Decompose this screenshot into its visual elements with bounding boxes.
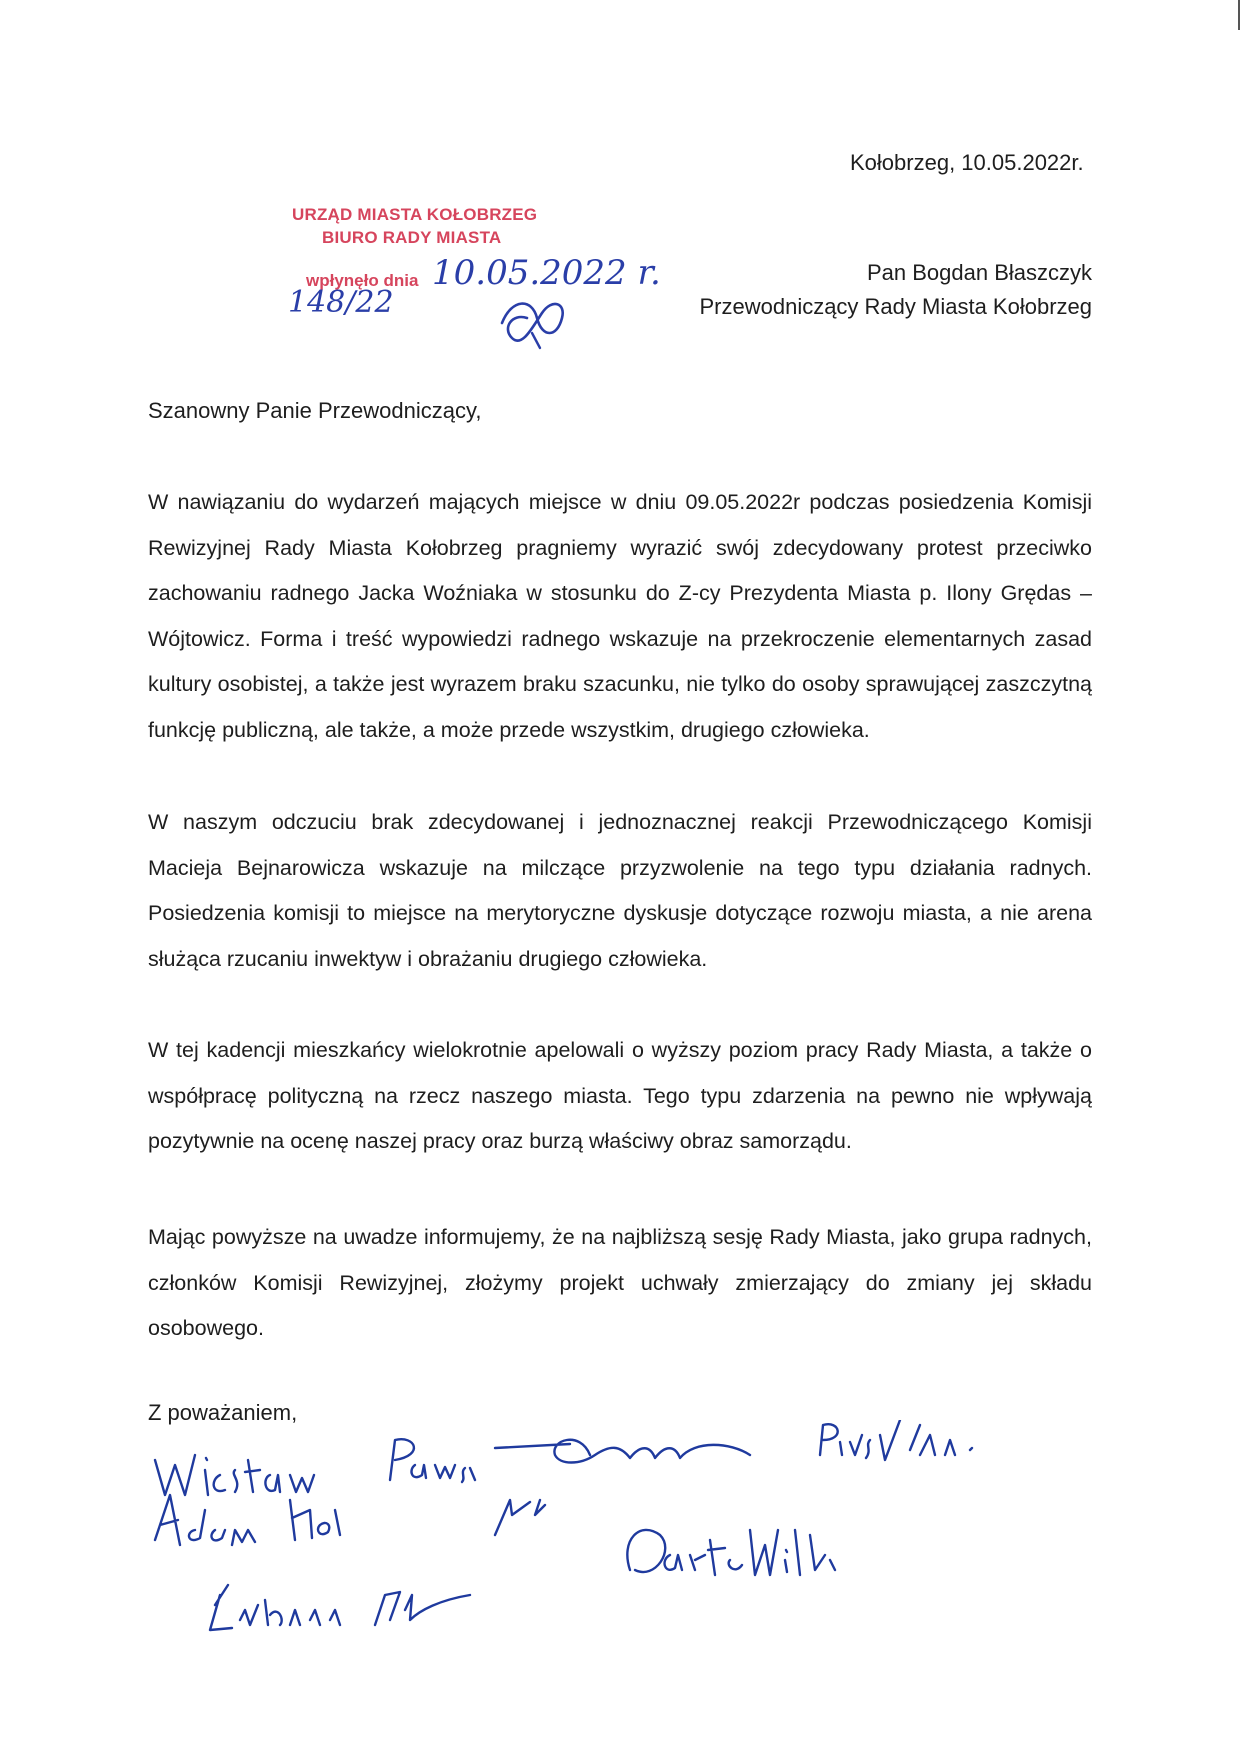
signature-1 <box>155 1455 314 1495</box>
signatures-area <box>150 1420 1130 1670</box>
stamp-received-date: 10.05.2022 r. <box>432 253 661 293</box>
signature-2 <box>390 1439 475 1482</box>
paragraph: Mając powyższe na uwadze informujemy, że na najbliższą sesję Rady Miasta, jako grupa radnych, członków Komisji Rewizyjnej, złożymy projekt uchwały zmierzający do zmiany jej składu osobowego. <box>148 1225 1092 1340</box>
signature-5 <box>155 1495 340 1545</box>
place-and-date: Kołobrzeg, 10.05.2022r. <box>850 150 1084 175</box>
recipient-block <box>699 256 1092 324</box>
signature-3 <box>495 1440 750 1463</box>
stamp-initials-icon <box>492 293 572 353</box>
salutation: Szanowny Panie Przewodniczący, <box>148 398 482 423</box>
signature-4 <box>820 1420 972 1460</box>
stamp-reference-number: 148/22 <box>288 285 394 320</box>
handwritten-signatures <box>150 1420 1130 1670</box>
signature-6 <box>495 1500 545 1535</box>
signature-7 <box>627 1530 835 1575</box>
paragraph: W nawiązaniu do wydarzeń mających miejsce w dniu 09.05.2022r podczas posiedzenia Komisji Rewizyjnej Rady Miasta Kołobrzeg pragniemy wyrazić swój zdecydowany protest przeciwko zachowaniu radnego Jacka Woźniaka w stosunku do Z-cy Prezydenta Miasta p. Ilony Grędas – Wójtowicz. Forma i treść wypowiedzi radnego wskazuje na przekroczenie elementarnych zasad kultury osobistej, a także jest wyrazem braku szacunku, nie tylko do osoby sprawującej zaszczytną funkcję publiczną, ale także, a może przede wszystkim, drugiego człowieka. <box>148 490 1092 742</box>
paragraph: W tej kadencji mieszkańcy wielokrotnie apelowali o wyższy poziom pracy Rady Miasta, a także o współpracę polityczną na rzecz naszego miasta. Tego typu zdarzenia na pewno nie wpływają pozytywnie na ocenę naszej pracy oraz burzą właściwy obraz samorządu. <box>148 1038 1092 1153</box>
registry-stamp <box>288 205 661 345</box>
closing-phrase: Z poważaniem, <box>148 1400 298 1425</box>
stamp-received-label: wpłynęło dnia <box>306 271 419 290</box>
recipient-name: Pan Bogdan Błaszczyk <box>866 260 1092 285</box>
signature-8 <box>210 1585 470 1630</box>
stamp-office-name: URZĄD MIASTA KOŁOBRZEG <box>292 205 538 224</box>
stamp-department: BIURO RADY MIASTA <box>322 228 502 247</box>
recipient-title: Przewodniczący Rady Miasta Kołobrzeg <box>699 294 1092 319</box>
paragraph: W naszym odczuciu brak zdecydowanej i jednoznacznej reakcji Przewodniczącego Komisji Macieja Bejnarowicza wskazuje na milczące przyzwolenie na tego typu działania radnych. Posiedzenia komisji to miejsce na merytoryczne dyskusje dotyczące rozwoju miasta, a nie arena służąca rzucaniu inwektyw i obrażaniu drugiego człowieka. <box>148 810 1092 971</box>
